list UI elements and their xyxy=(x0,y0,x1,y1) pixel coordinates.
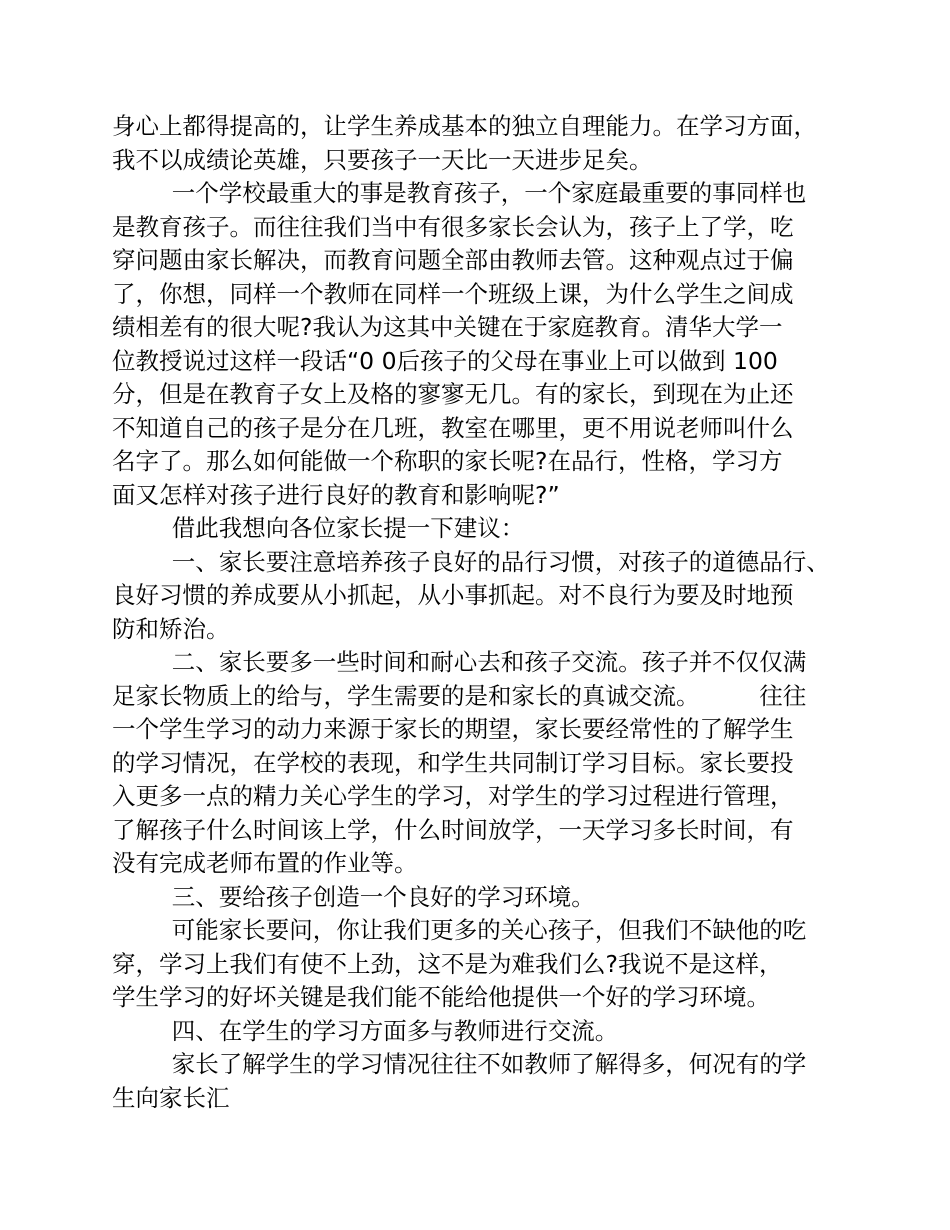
text-line: 学生学习的好坏关键是我们能不能给他提供一个好的学习环境。 xyxy=(112,983,770,1011)
text-line: 一个学校最重大的事是教育孩子，一个家庭最重要的事同样也 xyxy=(112,179,807,207)
text-line: 家长了解学生的学习情况往往不如教师了解得多，何况有的学 xyxy=(112,1050,807,1078)
text-line: 良好习惯的养成要从小抓起，从小事抓起。对不良行为要及时地预 xyxy=(112,581,794,609)
text-line: 身心上都得提高的，让学生养成基本的独立自理能力。在学习方面， xyxy=(112,112,817,140)
text-line: 穿，学习上我们有使不上劲，这不是为难我们么?我说不是这样， xyxy=(112,949,783,978)
text-line: 穿问题由家长解决，而教育问题全部由教师去管。这种观点过于偏 xyxy=(112,246,794,274)
document-body xyxy=(112,110,852,1115)
text-line: 绩相差有的很大呢?我认为这其中关键在于家庭教育。清华大学一 xyxy=(112,313,783,341)
text-line: 是教育孩子。而往往我们当中有很多家长会认为，孩子上了学，吃 xyxy=(112,212,794,241)
text-line: 四、在学生的学习方面多与教师进行交流。 xyxy=(112,1016,619,1045)
text-line: 可能家长要问，你让我们更多的关心孩子，但我们不缺他的吃 xyxy=(112,916,807,944)
text-line: 生向家长汇 xyxy=(112,1083,230,1112)
text-line: 三、要给孩子创造一个良好的学习环境。 xyxy=(112,882,595,911)
text-line: 位教授说过这样一段话“0 0后孩子的父母在事业上可以做到 100 xyxy=(112,346,778,375)
text-line: 足家长物质上的给与，学生需要的是和家长的真诚交流。 往往 xyxy=(112,681,807,710)
text-line: 了，你想，同样一个教师在同样一个班级上课，为什么学生之间成 xyxy=(112,279,794,308)
text-line: 入更多一点的精力关心学生的学习，对学生的学习过程进行管理， xyxy=(112,782,794,810)
text-line: 防和矫治。 xyxy=(112,614,230,643)
text-line: 一、家长要注意培养孩子良好的品行习惯，对孩子的道德品行、 xyxy=(112,547,830,576)
text-line: 我不以成绩论英雄，只要孩子一天比一天进步足矣。 xyxy=(112,145,653,174)
text-line: 二、家长要多一些时间和耐心去和孩子交流。孩子并不仅仅满 xyxy=(112,648,807,676)
text-line: 没有完成老师布置的作业等。 xyxy=(112,849,418,877)
text-line: 借此我想向各位家长提一下建议： xyxy=(112,514,525,542)
text-line: 了解孩子什么时间该上学，什么时间放学，一天学习多长时间，有 xyxy=(112,815,794,844)
text-line: 的学习情况，在学校的表现，和学生共同制订学习目标。家长要投 xyxy=(112,748,794,777)
text-line: 面又怎样对孩子进行良好的教育和影响呢?” xyxy=(112,480,560,509)
text-line: 分，但是在教育子女上及格的寥寥无几。有的家长，到现在为止还 xyxy=(112,380,794,408)
text-line: 一个学生学习的动力来源于家长的期望，家长要经常性的了解学生 xyxy=(112,715,794,743)
text-line: 不知道自己的孩子是分在几班，教室在哪里，更不用说老师叫什么 xyxy=(112,413,794,442)
text-line: 名字了。那么如何能做一个称职的家长呢?在品行，性格，学习方 xyxy=(112,447,783,475)
